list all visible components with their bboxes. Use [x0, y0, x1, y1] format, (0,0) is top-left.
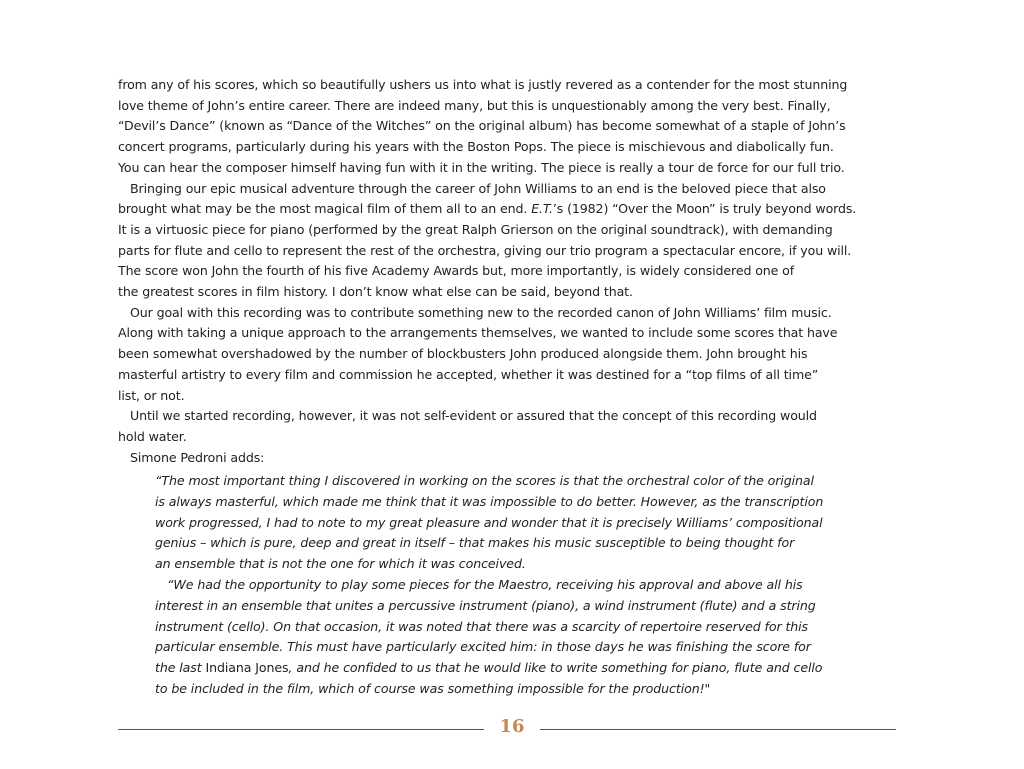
quote-line: “The most important thing I discovered in working on the scores is that the orchestral color of the original	[155, 473, 814, 488]
footer-rule-right	[540, 729, 896, 730]
text-run: the last	[155, 660, 206, 676]
text-line: You can hear the composer himself having fun with it in the writing. The piece is really a tour de force for our full trio.	[118, 159, 845, 175]
text-line: love theme of John’s entire career. There are indeed many, but this is unquestionably among the very best. Finally,	[118, 97, 831, 113]
text-line: list, or not.	[118, 387, 185, 403]
block-quote	[155, 471, 875, 700]
text-line: “Devil’s Dance” (known as “Dance of the Witches” on the original album) has become somewhat of a staple of John’s	[118, 118, 846, 134]
text-line: Simone Pedroni adds:	[130, 449, 265, 465]
film-title: Indiana Jones	[205, 660, 289, 676]
text-run: ’s (1982) “Over the Moon” is truly beyond words.	[552, 201, 857, 217]
text-line	[118, 199, 898, 220]
quote-line: particular ensemble. This must have particularly excited him: in those days he was finishing the score for	[155, 639, 811, 655]
text-line: The score won John the fourth of his five Academy Awards but, more importantly, is widely considered one of	[118, 263, 795, 279]
text-line: masterful artistry to every film and commission he accepted, whether it was destined for a “top films of all time”	[118, 366, 819, 382]
quote-line: to be included in the film, which of course was something impossible for the production!"	[155, 680, 711, 696]
quote-line: instrument (cello). On that occasion, it was noted that there was a scarcity of repertoire reserved for this	[155, 618, 809, 634]
text-line: the greatest scores in film history. I don’t know what else can be said, beyond that.	[118, 284, 633, 300]
body-text	[118, 75, 898, 468]
text-run: , and he confided to us that he would like to write something for piano, flute and cello	[288, 660, 823, 676]
footer-rule-left	[118, 729, 484, 730]
text-run: brought what may be the most magical film of them all to an end.	[118, 201, 532, 217]
quote-line: is always masterful, which made me think that it was impossible to do better. However, as the transcription	[155, 493, 824, 509]
text-line: Until we started recording, however, it was not self-evident or assured that the concept of this recording would	[130, 408, 817, 424]
text-line: hold water.	[118, 428, 187, 444]
quote-line: genius – which is pure, deep and great in itself – that makes his music susceptible to being thought for	[155, 535, 795, 551]
text-line: been somewhat overshadowed by the number of blockbusters John produced alongside them. John brought his	[118, 346, 808, 362]
text-line: concert programs, particularly during his years with the Boston Pops. The piece is mischievous and diabolically fun.	[118, 139, 834, 155]
quote-line: interest in an ensemble that unites a percussive instrument (piano), a wind instrument (flute) and a string	[155, 597, 816, 613]
text-line: Along with taking a unique approach to the arrangements themselves, we wanted to include some scores that have	[118, 325, 838, 341]
page-number: 16	[499, 716, 525, 737]
text-line: Our goal with this recording was to contribute something new to the recorded canon of John Williams’ film music.	[130, 304, 832, 320]
quote-line: “We had the opportunity to play some pieces for the Maestro, receiving his approval and above all his	[167, 576, 803, 592]
film-title: E.T.	[531, 201, 553, 217]
quote-line: work progressed, I had to note to my great pleasure and wonder that it is precisely Williams’ compositional	[155, 514, 823, 530]
text-line: from any of his scores, which so beautifully ushers us into what is justly revered as a contender for the most stunning	[118, 77, 848, 92]
text-line: It is a virtuosic piece for piano (performed by the great Ralph Grierson on the original soundtrack), with demanding	[118, 221, 833, 237]
text-line: parts for flute and cello to represent the rest of the orchestra, giving our trio program a spectacular encore, if you will.	[118, 242, 852, 258]
quote-line	[155, 658, 875, 679]
text-line: Bringing our epic musical adventure through the career of John Williams to an end is the beloved piece that also	[130, 180, 826, 196]
quote-line: an ensemble that is not the one for which it was conceived.	[155, 556, 526, 572]
